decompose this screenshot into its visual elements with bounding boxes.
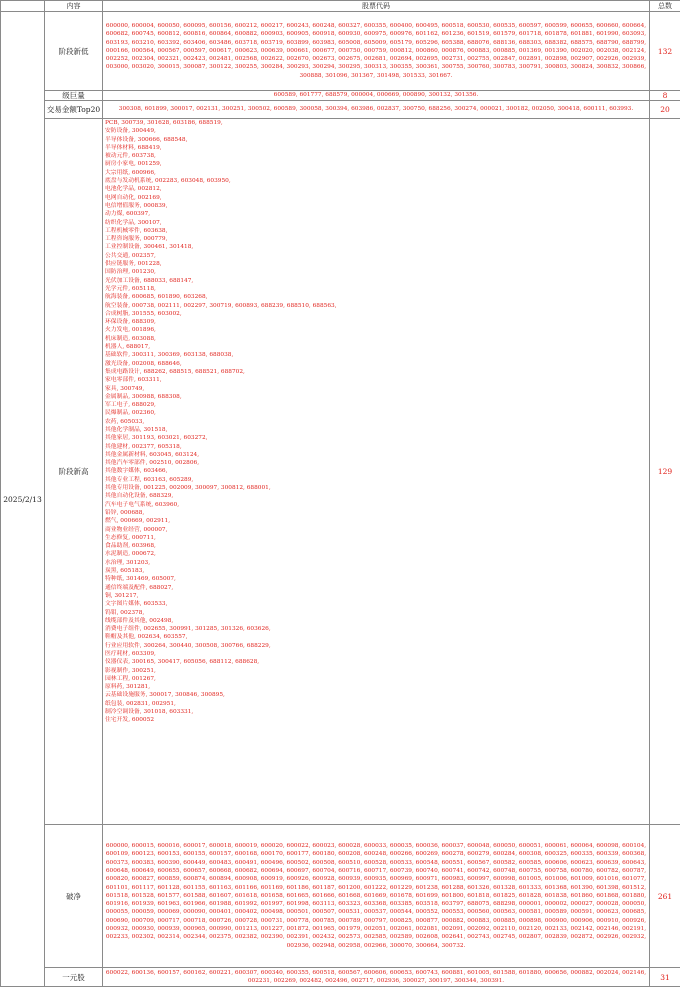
industry-line: 制冷空调设备, 301018, 603331, <box>105 708 647 716</box>
count-value: 129 <box>650 119 680 825</box>
count-value: 8 <box>650 91 680 101</box>
industry-line: 民爆制品, 002360, <box>105 409 647 417</box>
industry-line: PCB, 300739, 301628, 603186, 688519, <box>105 119 647 127</box>
industry-line: 食品助剂, 603968, <box>105 542 647 550</box>
industry-line: 医疗耗材, 603309, <box>105 650 647 658</box>
industry-line: 底盘与发动机系统, 002283, 603048, 603950, <box>105 177 647 185</box>
date-cell: 2025/2/13 <box>1 12 45 987</box>
industry-line: 其他自动化设备, 688329, <box>105 492 647 500</box>
industry-line: 其他数字媒体, 603466, <box>105 467 647 475</box>
industry-line: 钨钼, 002378, <box>105 609 647 617</box>
industry-line: 铜, 301217, <box>105 592 647 600</box>
industry-line: 航海装备, 600685, 601890, 603268, <box>105 293 647 301</box>
industry-line: 云基础设施服务, 300017, 300846, 300895, <box>105 691 647 699</box>
industry-line: 机器人, 688017, <box>105 343 647 351</box>
header-codes: 股票代码 <box>103 1 650 12</box>
industry-line: 工程咨询服务, 000779, <box>105 235 647 243</box>
industry-line: 水治理, 301203, <box>105 559 647 567</box>
industry-line: 线缆部件及其他, 002498, <box>105 617 647 625</box>
industry-line: 其他化学制品, 301518, <box>105 426 647 434</box>
industry-line: 特种纸, 301469, 605007, <box>105 575 647 583</box>
row-level-huge-volume <box>1 91 680 101</box>
header-total: 总数 <box>650 1 680 12</box>
category-label: 破净 <box>45 825 103 968</box>
industry-line: 生态修复, 000711, <box>105 534 647 542</box>
industry-line: 电池化学品, 002812, <box>105 185 647 193</box>
industry-line: 仪器仪表, 300165, 300417, 605056, 688112, 688628, <box>105 658 647 666</box>
industry-line: 公共交通, 002357, <box>105 252 647 260</box>
industry-line: 消费电子组件, 002655, 300991, 301285, 301326, 603626, <box>105 625 647 633</box>
industry-line: 动力煤, 600397, <box>105 210 647 218</box>
industry-line: 厨房小家电, 001259, <box>105 160 647 168</box>
industry-line: 光伏加工设备, 688033, 688147, <box>105 277 647 285</box>
count-value: 20 <box>650 101 680 119</box>
industry-line: 安防设备, 300449, <box>105 127 647 135</box>
industry-line: 环保设备, 688309, <box>105 318 647 326</box>
header-row <box>1 1 680 12</box>
industry-line: 大宗用纸, 600966, <box>105 169 647 177</box>
industry-line: 其他专用设备, 001225, 002009, 300097, 300812, 688001, <box>105 484 647 492</box>
industry-line: 其他金属新材料, 603045, 603124, <box>105 451 647 459</box>
stock-codes: 600000, 600015, 600016, 600017, 600018, 600019, 600020, 600022, 600023, 600028, 600033, 600035, 600036, 600037, 600048, 600050, 600051, 600061, 600064, 600098, 600104, 600109, 600123, 600153, 600155, 600157, 600168, 600170, 600177, 600180, 600208, 600248, 600266, 600269, 600278, 600279, 600284, 600308, 600325, 600335, 600339, 600368, 600373, 600383, 600390, 600449, 600483, 600491, 600496, 600502, 600508, 600510, 600528, 600533, 600548, 600551, 600567, 600582, 600585, 600606, 600623, 600639, 600643, 600648, 600649, 600655, 600657, 600668, 600682, 600694, 600697, 600704, 600716, 600717, 600739, 600740, 600741, 600742, 600748, 600755, 600758, 600780, 600782, 600787, 600820, 600827, 600859, 600874, 600894, 600908, 600919, 600926, 600928, 600939, 600935, 600969, 600971, 600983, 600997, 600998, 601005, 601006, 601009, 601016, 601077, 601101, 601117, 601128, 601155, 601163, 601166, 601169, 601186, 601187, 601200, 601222, 601229, 601238, 601288, 601326, 601328, 601333, 601368, 601390, 601398, 601512, 601518, 601528, 601577, 601588, 601607, 601618, 601658, 601665, 601666, 601668, 601669, 601678, 601699, 601800, 601818, 601825, 601828, 601838, 601860, 601868, 601880, 601916, 601939, 601963, 601966, 601988, 601992, 601997, 601998, 603113, 603323, 603368, 603385, 603518, 603797, 688075, 688298, 000001, 000002, 000027, 000028, 000050, 000055, 000059, 000069, 000090, 000401, 000402, 000498, 000501, 000507, 000531, 000537, 000544, 000552, 000553, 000560, 000563, 000581, 000589, 000591, 000623, 000685, 000690, 000709, 000717, 000718, 000726, 000728, 000731, 000778, 000785, 000789, 000797, 000825, 000877, 000882, 000883, 000885, 000898, 000900, 000906, 000910, 000926, 000932, 000930, 000939, 000965, 000990, 001213, 001227, 001872, 001965, 001979, 002051, 002061, 002081, 002091, 002092, 002110, 002120, 002133, 002142, 002146, 002191, 002233, 002302, 002314, 002344, 002375, 002382, 002390, 002391, 002432, 002573, 002585, 002589, 002608, 002641, 002743, 002745, 002807, 002839, 002872, 002926, 002932, 002936, 002948, 002958, 002966, 300070, 300664, 300732. <box>103 825 650 968</box>
industry-line: 被动元件, 603738, <box>105 152 647 160</box>
industry-line: 电信增值服务, 000839, <box>105 202 647 210</box>
count-value: 31 <box>650 968 680 987</box>
industry-line: 激光设备, 002008, 688646, <box>105 360 647 368</box>
industry-line: 工程机械零件, 603638, <box>105 227 647 235</box>
industry-line: 商业物业经营, 000007, <box>105 526 647 534</box>
industry-line: 火力发电, 001896, <box>105 326 647 334</box>
category-label: 级巨量 <box>45 91 103 101</box>
industry-line: 国防治理, 001230, <box>105 268 647 276</box>
header-date <box>1 1 45 12</box>
industry-line: 军工电子, 688029, <box>105 401 647 409</box>
stock-codes: 600589, 601777, 688579, 000004, 000669, 000890, 300132, 301356. <box>103 91 650 101</box>
stock-codes: 300308, 601899, 300017, 002131, 300251, 300502, 600589, 300058, 300394, 603986, 002837, 300750, 688256, 300274, 000021, 300182, 002050, 300418, 600111, 603993. <box>103 101 650 119</box>
industry-line: 航空装备, 000738, 002111, 002297, 300719, 600893, 688239, 688510, 688563, <box>105 302 647 310</box>
row-one-yuan <box>1 968 680 987</box>
stock-codes: 600022, 600136, 600157, 600162, 600221, 600307, 600340, 600355, 600518, 600567, 600606, 600653, 600743, 600881, 601005, 601588, 601880, 600656, 000882, 002024, 002146, 002231, 002269, 002482, 002496, 002717, 002936, 300027, 300197, 300344, 300391. <box>103 968 650 987</box>
industry-line: 基础软件, 300311, 300369, 603138, 688038, <box>105 351 647 359</box>
stock-codes-list-cell <box>103 119 650 825</box>
industry-line: 鞋帽及其他, 002634, 603557, <box>105 633 647 641</box>
industry-line: 其他家居, 301193, 603021, 603272, <box>105 434 647 442</box>
industry-line: 炭黑, 605183, <box>105 567 647 575</box>
category-label: 交易金额Top20 <box>45 101 103 119</box>
industry-line: 通信终端及配件, 688027, <box>105 584 647 592</box>
industry-line: 合成树脂, 301555, 603002, <box>105 310 647 318</box>
industry-line: 半导体材料, 688419, <box>105 144 647 152</box>
row-stage-new-high <box>1 119 680 825</box>
header-content: 内容 <box>45 1 103 12</box>
industry-line: 金属制品, 300988, 688308, <box>105 393 647 401</box>
industry-line: 纺织化学品, 300107, <box>105 219 647 227</box>
industry-line: 集成电路设计, 688262, 688515, 688521, 688702, <box>105 368 647 376</box>
industry-line: 工业控制设备, 300461, 301418, <box>105 243 647 251</box>
count-value: 132 <box>650 12 680 91</box>
industry-line: 燃气, 000669, 002911, <box>105 517 647 525</box>
count-value: 261 <box>650 825 680 968</box>
industry-line: 影视制作, 300251, <box>105 667 647 675</box>
industry-line: 原料药, 301281, <box>105 683 647 691</box>
industry-line: 园林工程, 001267, <box>105 675 647 683</box>
industry-line: 农药, 605033, <box>105 418 647 426</box>
industry-line: 家电零部件, 603311, <box>105 376 647 384</box>
category-label: 阶段新高 <box>45 119 103 825</box>
row-turnover-top20 <box>1 101 680 119</box>
industry-line: 光学元件, 605118, <box>105 285 647 293</box>
industry-line: 其他汽车零部件, 002510, 002806, <box>105 459 647 467</box>
category-label: 阶段新低 <box>45 12 103 91</box>
industry-line: 住宅开发, 600052 <box>105 716 647 724</box>
row-stage-new-low <box>1 12 680 91</box>
industry-line: 其他建材, 002377, 605318, <box>105 443 647 451</box>
industry-line: 机床制造, 603088, <box>105 335 647 343</box>
industry-line: 家具, 300749, <box>105 385 647 393</box>
industry-line: 水泥制造, 000672, <box>105 550 647 558</box>
row-broken-net <box>1 825 680 968</box>
industry-line: 供应链服务, 001228, <box>105 260 647 268</box>
industry-line: 电网自动化, 002169, <box>105 194 647 202</box>
industry-line: 汽车电子电气系统, 603960, <box>105 501 647 509</box>
industry-line: 半导体设备, 300666, 688548, <box>105 136 647 144</box>
industry-line: 行业应用软件, 300264, 300440, 300508, 300766, 688229, <box>105 642 647 650</box>
category-label: 一元股 <box>45 968 103 987</box>
stock-codes: 600000, 600004, 600050, 600095, 600156, 600212, 600217, 600243, 600248, 600327, 600355, 600400, 600495, 600518, 600530, 600535, 600597, 600599, 600655, 600660, 600664, 600682, 600745, 600812, 600816, 600864, 600882, 600903, 600905, 600918, 600930, 600975, 600976, 601162, 601236, 601519, 601579, 601718, 601878, 601881, 601990, 603093, 603193, 603210, 603392, 603406, 603486, 603718, 603719, 603899, 603983, 605008, 605009, 605179, 605296, 605388, 688076, 688136, 688303, 688382, 688575, 688790, 688799, 000166, 000564, 000567, 000597, 000617, 000623, 000639, 000661, 000677, 000750, 000759, 000812, 000860, 000876, 000883, 000885, 001369, 001390, 002020, 002038, 002124, 002252, 002304, 002321, 002423, 002481, 002568, 002622, 002670, 002673, 002675, 002681, 002694, 002695, 002731, 002755, 002847, 002891, 002898, 002907, 002926, 002939, 003000, 003020, 300015, 300087, 300122, 300255, 300284, 300293, 300294, 300295, 300313, 300355, 300361, 300755, 300760, 300783, 300791, 300803, 300824, 300832, 300866, 300888, 301096, 301367, 301498, 301533, 301667. <box>103 12 650 91</box>
industry-line: 铅锌, 000688, <box>105 509 647 517</box>
industry-line: 文字图片媒体, 603533, <box>105 600 647 608</box>
industry-line: 其他专业工程, 603163, 605289, <box>105 476 647 484</box>
industry-line: 纸包装, 002831, 002951, <box>105 700 647 708</box>
stock-codes-list <box>105 119 647 824</box>
